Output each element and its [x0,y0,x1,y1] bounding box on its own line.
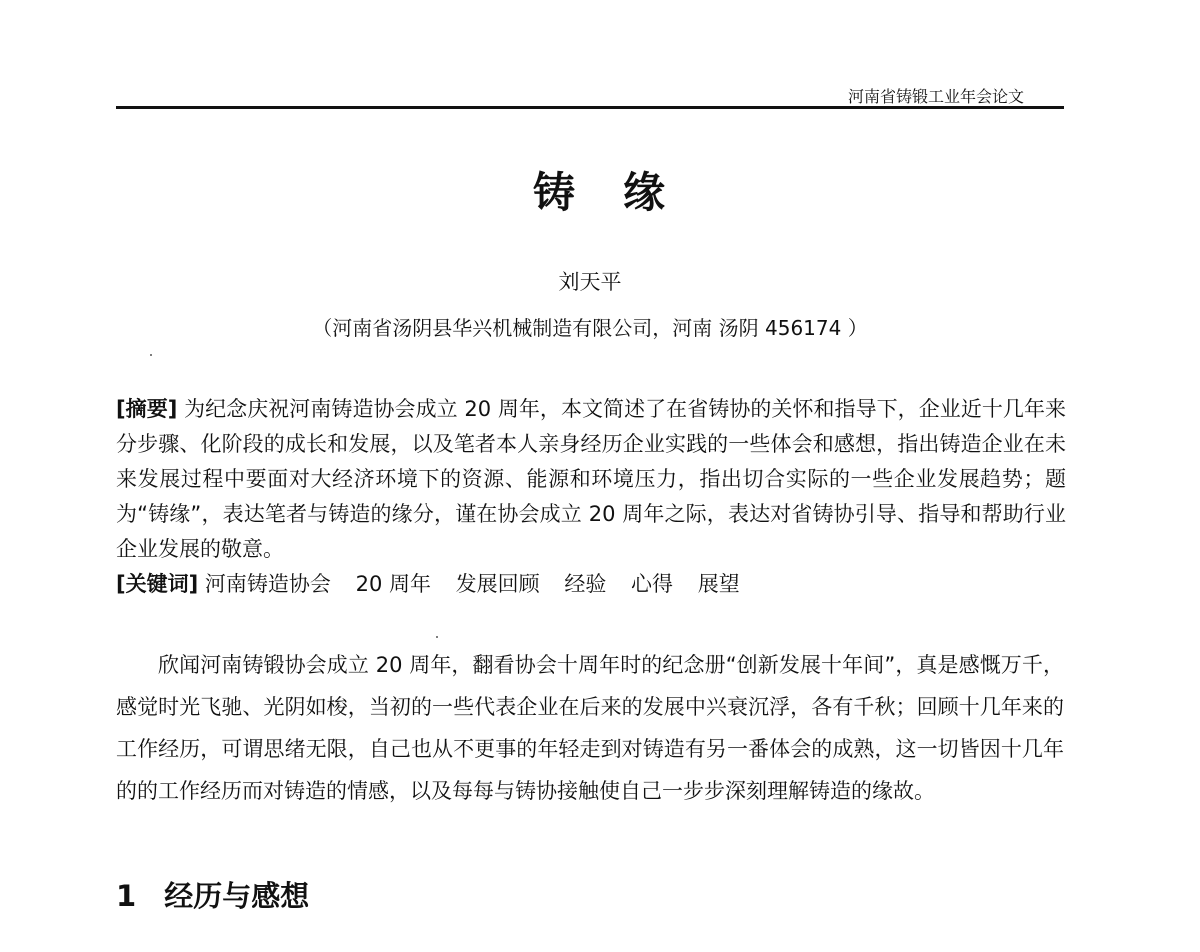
author-name: 刘天平 [558,270,622,294]
header-rule [116,106,1064,109]
scan-speck [150,354,152,356]
section-title: 经历与感想 [164,879,310,913]
title-char-2: 缘 [623,168,668,217]
keywords [116,567,1066,602]
scan-speck [436,636,438,638]
section-heading [116,874,309,915]
author-affiliation: （河南省汤阴县华兴机械制造有限公司，河南 汤阴 456174 ） [312,316,868,340]
abstract-label: [摘要] [116,397,178,421]
paper-title [0,160,1200,220]
keywords-label: [关键词] [116,572,199,596]
keyword: 发展回顾 [455,572,540,596]
abstract-text: 为纪念庆祝河南铸造协会成立 20 周年，本文简述了在省铸协的关怀和指导下，企业近十几年来分步骤、化阶段的成长和发展，以及笔者本人亲身经历企业实践的一些体会和感想，指出铸造企业在未来发展过程中要面对大经济环境下的资源、能源和环境压力，指出切合实际的一些企业发展趋势；题为“铸缘”，表达笔者与铸造的缘分，谨在协会成立 20 周年之际，表达对省铸协引导、指导和帮助行业企业发展的敬意。 [116,397,1066,561]
keyword: 经验 [564,572,607,596]
section-number: 1 [116,879,137,913]
intro-paragraph: 欣闻河南铸锻协会成立 20 周年，翻看协会十周年时的纪念册“创新发展十年间”，真是感慨万千，感觉时光飞驰、光阴如梭，当初的一些代表企业在后来的发展中兴衰沉浮，各有千秋；回顾十几年来的工作经历，可谓思绪无限，自己也从不更事的年轻走到对铸造有另一番体会的成熟，这一切皆因十几年的的工作经历而对铸造的情感，以及每每与铸协接触使自己一步步深刻理解铸造的缘故。 [116,653,1064,803]
abstract [116,392,1066,567]
keyword: 20 周年 [355,572,431,596]
keyword: 展望 [697,572,740,596]
title-char-1: 铸 [532,168,577,217]
keyword: 河南铸造协会 [204,572,331,596]
keyword: 心得 [631,572,674,596]
running-header: 河南省铸锻工业年会论文 [848,87,1025,106]
